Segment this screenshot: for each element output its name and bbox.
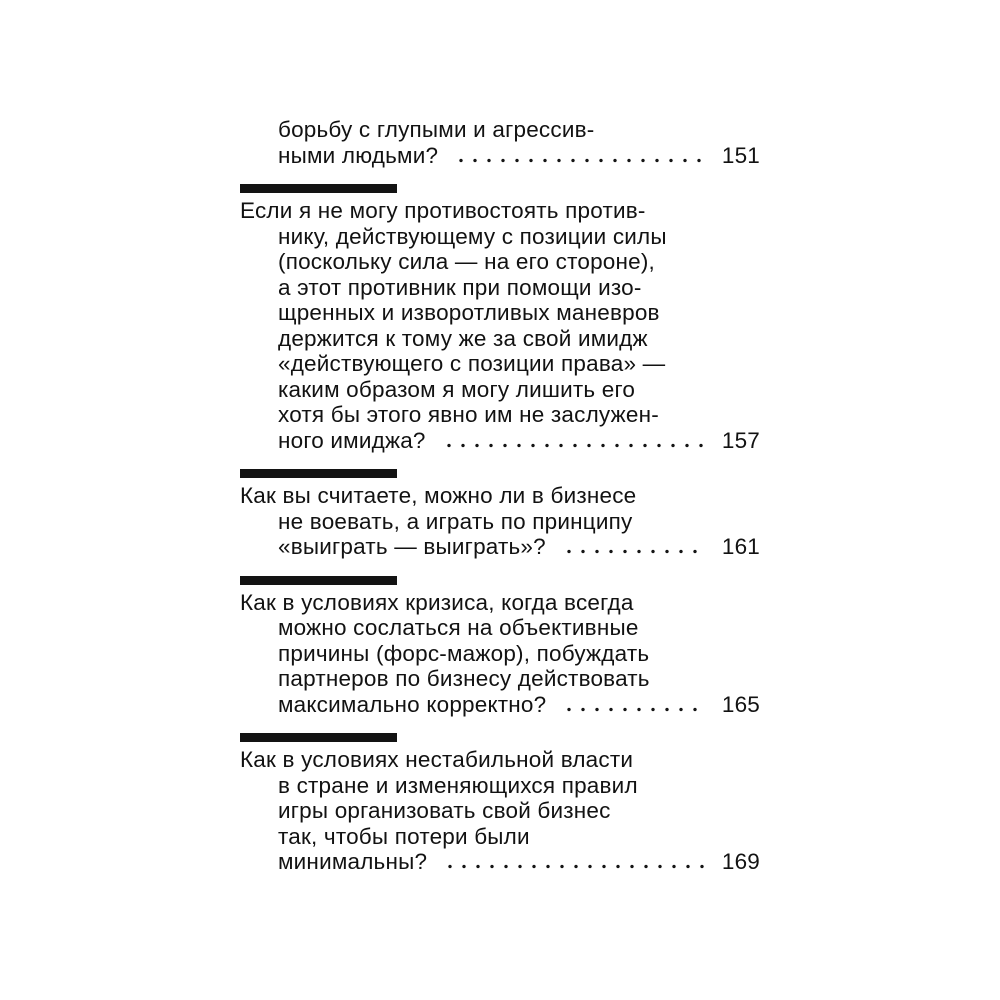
page-number: 157 <box>721 427 760 453</box>
section-divider-bar <box>240 469 397 478</box>
toc-entry-line: «действующего с позиции права» — <box>278 351 666 376</box>
page-number: 165 <box>721 691 760 717</box>
page-number: 151 <box>721 142 760 168</box>
toc-entry <box>240 117 760 168</box>
toc-entry-line: нику, действующему с позиции силы <box>278 223 667 249</box>
toc-entry-line: так, чтобы потери были <box>278 823 530 849</box>
toc-entry-line: держится к тому же за свой имидж <box>278 325 648 351</box>
toc-entry <box>240 198 760 453</box>
toc-entry-last-line <box>240 692 760 718</box>
toc-entry-line: Если я не могу противостоять против- <box>240 198 646 223</box>
dot-leader <box>558 707 706 712</box>
toc-entry-last-line <box>240 534 760 560</box>
toc-entry-last-line <box>240 849 760 875</box>
toc-entry-line: хотя бы этого явно им не заслужен- <box>278 402 659 427</box>
dot-leader <box>438 443 706 448</box>
toc-entry-text: ными людьми? <box>278 142 439 168</box>
toc-entry-line: не воевать, а играть по принципу <box>278 508 633 534</box>
toc-entry-text: минимальны? <box>278 849 428 874</box>
toc-entry-line: партнеров по бизнесу действовать <box>278 666 650 691</box>
toc-entry <box>240 483 760 560</box>
toc-entry-line: Как в условиях нестабильной власти <box>240 747 634 772</box>
toc-entry-line: Как в условиях кризиса, когда всегда <box>240 589 634 615</box>
page-number: 161 <box>721 534 760 559</box>
toc-entry-line: причины (форс-мажор), побуждать <box>278 640 650 666</box>
toc-entry-line: можно сослаться на объективные <box>278 615 639 640</box>
dot-leader <box>558 549 706 554</box>
toc-entry-line: борьбу с глупыми и агрессив- <box>278 117 595 142</box>
toc-entry-line: Как вы считаете, можно ли в бизнесе <box>240 483 637 508</box>
toc-entry <box>240 747 760 875</box>
toc-entry <box>240 590 760 718</box>
dot-leader <box>439 864 706 869</box>
toc-entry-line: щренных и изворотливых маневров <box>278 300 660 325</box>
toc-entry-line: игры организовать свой бизнес <box>278 798 611 823</box>
section-divider-bar <box>240 733 397 742</box>
page-number: 169 <box>721 849 760 874</box>
section-divider-bar <box>240 576 397 585</box>
dot-leader <box>450 158 706 163</box>
toc-entry-text: ного имиджа? <box>278 427 426 453</box>
toc-entry-last-line <box>240 428 760 454</box>
toc-entry-last-line <box>240 143 760 169</box>
toc-entry-text: максимально корректно? <box>278 691 547 717</box>
toc-entry-line: (поскольку сила — на его стороне), <box>278 249 655 274</box>
toc-entry-line: каким образом я могу лишить его <box>278 376 636 402</box>
toc-entry-line: в стране и изменяющихся правил <box>278 772 638 798</box>
toc-entry-line: а этот противник при помощи изо- <box>278 274 642 300</box>
section-divider-bar <box>240 184 397 193</box>
table-of-contents <box>240 117 760 875</box>
toc-entry-text: «выиграть — выиграть»? <box>278 534 546 559</box>
